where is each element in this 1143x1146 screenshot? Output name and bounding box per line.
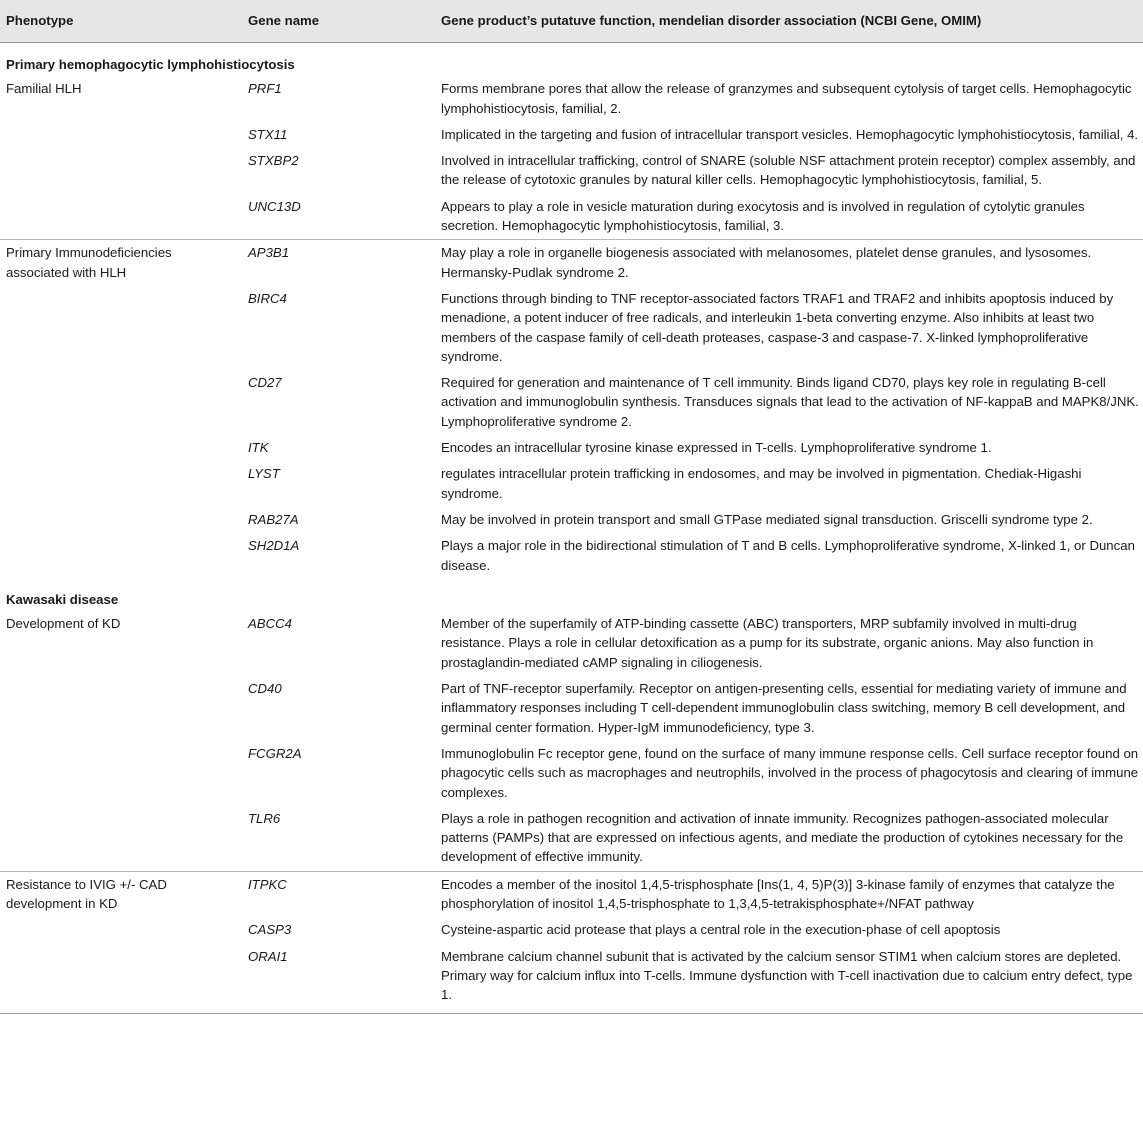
gene-name-cell: BIRC4 [248,290,287,306]
function-cell: regulates intracellular protein trafficking in endosomes, and may be involved in pigmentation. Chediak-Higashi syndrome. [441,466,1082,501]
gene-name-cell: CASP3 [248,922,292,938]
phenotype-cell [0,370,244,435]
phenotype-cell [0,194,244,240]
table-row [0,507,1143,533]
phenotype-cell [0,148,244,194]
phenotype-cell: Development of KD [6,616,121,632]
table-row [0,806,1143,871]
phenotype-cell [0,533,244,579]
table-row [0,533,1143,579]
gene-name-cell: RAB27A [248,511,299,527]
table-row [0,461,1143,507]
phenotype-cell [0,461,244,507]
gene-name-cell: AP3B1 [244,240,438,286]
function-cell: Encodes an intracellular tyrosine kinase expressed in T-cells. Lymphoproliferative syndrome 1. [441,440,992,456]
gene-name-cell: TLR6 [248,810,281,826]
gene-name-cell: SH2D1A [248,538,300,554]
function-cell: Involved in intracellular trafficking, control of SNARE (soluble NSF attachment protein receptor) complex assembly, and the release of cytotoxic granules by natural killer cells. Hemophagocytic lymphohistiocytosis, familial, 5. [441,153,1136,188]
function-cell: Plays a major role in the bidirectional stimulation of T and B cells. Lymphoproliferative syndrome, X-linked 1, or Duncan disease. [441,538,1135,573]
table-row [0,76,1143,122]
phenotype-cell [0,676,244,741]
table-row [0,741,1143,806]
function-cell: Plays a role in pathogen recognition and activation of innate immunity. Recognizes pathogen-associated molecular patterns (PAMPs) that are expressed on infectious agents, and mediate the production of cytokines necessary for the development of effective immunity. [441,810,1124,865]
gene-name-cell: ORAI1 [244,944,438,1014]
function-cell: May be involved in protein transport and small GTPase mediated signal transduction. Griscelli syndrome type 2. [441,511,1093,527]
phenotype-cell: Primary Immunodeficiencies associated with HLH [0,240,244,286]
phenotype-cell [0,917,244,943]
function-cell: Encodes a member of the inositol 1,4,5-trisphosphate [Ins(1, 4, 5)P(3)] 3-kinase family of enzymes that catalyze the phosphorylation of inositol 1,4,5-trisphosphate to 1,3,4,5-tetrakisphosphate+/NFAT pathway [438,871,1143,917]
function-cell: Part of TNF-receptor superfamily. Receptor on antigen-presenting cells, essential for mediating variety of immune and inflammatory responses including T cell-dependent immunoglobulin class switching, memory B cell development, and germinal center formation. Hyper-IgM immunodeficiency, type 3. [441,681,1127,735]
function-cell: Appears to play a role in vesicle maturation during exocytosis and is involved in regulation of cytolytic granules secretion. Hemophagocytic lymphohistiocytosis, familial, 3. [441,198,1085,234]
table-row [0,240,1143,286]
table-row [0,122,1143,148]
table-row [0,286,1143,370]
phenotype-cell [0,122,244,148]
table-row [0,435,1143,461]
section-row [0,43,1143,77]
table-row [0,917,1143,943]
table-body [0,43,1143,1014]
phenotype-cell [0,507,244,533]
function-cell: Functions through binding to TNF receptor-associated factors TRAF1 and TRAF2 and inhibits apoptosis induced by menadione, a potent inducer of free radicals, and interleukin 1-beta converting enzyme. Also inhibits at least two members of the caspase family of cell-death proteases, caspase-3 and caspase-7. X-linked lymphoproliferative syndrome. [441,290,1114,364]
section-title: Primary hemophagocytic lymphohistiocytosis [6,57,295,72]
function-cell: Member of the superfamily of ATP-binding cassette (ABC) transporters, MRP subfamily involved in multi-drug resistance. Plays a role in cellular detoxification as a pump for its substrate, organic anions. May also function in prostaglandin-mediated cAMP signaling in ciliogenesis. [441,616,1094,670]
header-function: Gene product’s putatuve function, mendelian disorder association (NCBI Gene, OMIM) [438,0,1143,43]
table-row [0,944,1143,1014]
table-row [0,370,1143,435]
gene-name-cell: ITK [248,440,269,456]
phenotype-cell [0,741,244,806]
function-cell: Forms membrane pores that allow the release of granzymes and subsequent cytolysis of target cells. Hemophagocytic lymphohistiocytosis, familial, 2. [441,81,1132,116]
table-header [0,0,1143,43]
function-cell: Membrane calcium channel subunit that is activated by the calcium sensor STIM1 when calcium stores are depleted. Primary way for calcium influx into T-cells. Immune dysfunction with T-cell inactivation due to calcium entry defect, type 1. [438,944,1143,1014]
gene-name-cell: CD27 [248,375,282,391]
table-row [0,611,1143,676]
gene-name-cell: STX11 [248,126,288,142]
phenotype-cell: Resistance to IVIG +/- CAD development in KD [0,871,244,917]
phenotype-cell: Familial HLH [6,81,82,97]
phenotype-cell [0,435,244,461]
header-row [0,0,1143,43]
function-cell: Implicated in the targeting and fusion of intracellular transport vesicles. Hemophagocytic lymphohistiocytosis, familial, 4. [441,126,1139,142]
function-cell: Cysteine-aspartic acid protease that plays a central role in the execution-phase of cell apoptosis [441,922,1001,938]
section-row [0,579,1143,611]
gene-name-cell: UNC13D [248,198,301,214]
function-cell: May play a role in organelle biogenesis associated with melanosomes, platelet dense granules, and lysosomes. Hermansky-Pudlak syndrome 2. [438,240,1143,286]
gene-name-cell: STXBP2 [248,153,299,169]
phenotype-cell [0,806,244,871]
section-title: Kawasaki disease [6,591,119,607]
table-row [0,194,1143,240]
function-cell: Immunoglobulin Fc receptor gene, found on the surface of many immune response cells. Cell surface receptor found on phagocytic cells such as macrophages and neutrophils, involved in the process of phagocytosis and clearing of immune complexes. [441,745,1139,800]
phenotype-cell [0,286,244,370]
gene-name-cell: LYST [248,466,280,482]
header-phenotype: Phenotype [0,0,244,43]
table-row [0,871,1143,917]
table-row [0,148,1143,194]
header-gene-name: Gene name [244,0,438,43]
gene-name-cell: CD40 [248,681,282,697]
phenotype-cell [0,944,244,1014]
gene-name-cell: ITPKC [244,871,438,917]
table-row [0,676,1143,741]
gene-name-cell: FCGR2A [248,745,302,761]
gene-name-cell: PRF1 [248,81,282,97]
function-cell: Required for generation and maintenance of T cell immunity. Binds ligand CD70, plays key role in regulating B-cell activation and immunoglobulin synthesis. Transduces signals that lead to the activation of NF-kappaB and MAPK8/JNK. Lymphoproliferative syndrome 2. [441,375,1139,429]
gene-name-cell: ABCC4 [248,616,292,632]
